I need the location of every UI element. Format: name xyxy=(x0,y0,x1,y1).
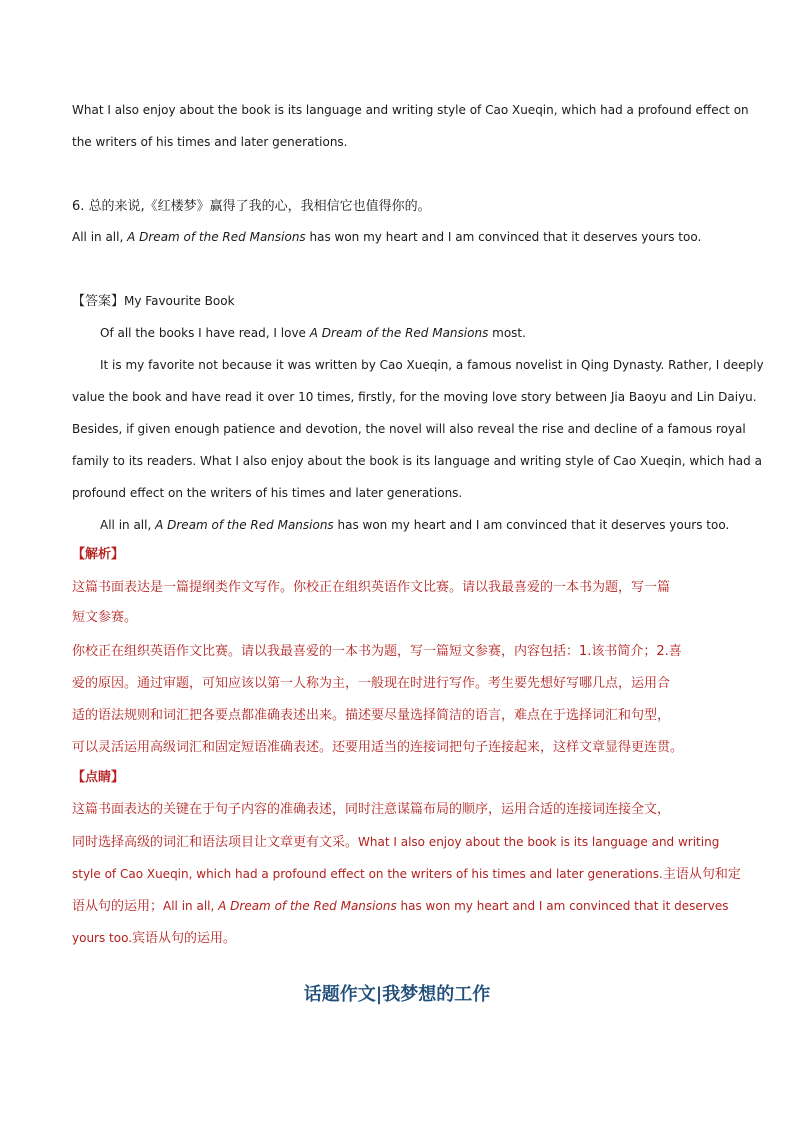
section-title: 话题作文|我梦想的工作 xyxy=(303,984,491,1005)
paragraph-line: What I also enjoy about the book is its language and writing style of Cao Xueqin, which had a profound effect on xyxy=(72,103,749,117)
highlight-label: 【点睛】 xyxy=(72,770,125,785)
analysis-line: 这篇书面表达是一篇提纲类作文写作。你校正在组织英语作文比赛。请以我最喜爱的一本书为题，写一篇 xyxy=(72,580,671,595)
essay-paragraph-2-line: profound effect on the writers of his times and later generations. xyxy=(72,486,463,500)
answer-heading xyxy=(72,293,722,311)
book-title: A Dream of the Red Mansions xyxy=(309,326,489,340)
analysis-line: 适的语法规则和词汇把各要点都准确表述出来。描述要尽量选择简洁的语言，难点在于选择词汇和句型， xyxy=(72,708,671,723)
essay-paragraph-3: All in all, A Dream of the Red Mansions has won my heart and I am convinced that it deserves yours too. xyxy=(100,518,730,532)
analysis-line: 爱的原因。通过审题，可知应该以第一人称为主，一般现在时进行写作。考生要先想好写哪几点，运用合 xyxy=(72,676,671,691)
highlight-line: style of Cao Xueqin, which had a profound effect on the writers of his times and later generations.主语从句和定 xyxy=(72,867,741,882)
highlight-line: 语从句的运用；All in all, A Dream of the Red Mansions has won my heart and I am convinced that it deserves xyxy=(72,899,729,914)
essay-title: My Favourite Book xyxy=(124,294,235,308)
highlight-line: yours too.宾语从句的运用。 xyxy=(72,931,237,946)
question-6-english: All in all, A Dream of the Red Mansions has won my heart and I am convinced that it deserves yours too. xyxy=(72,230,702,244)
essay-paragraph-1: Of all the books I have read, I love A Dream of the Red Mansions most. xyxy=(100,326,526,340)
question-6-chinese: 6. 总的来说,《红楼梦》赢得了我的心，我相信它也值得你的。 xyxy=(72,199,431,214)
essay-paragraph-2-line: family to its readers. What I also enjoy about the book is its language and writing style of Cao Xueqin, which had a xyxy=(72,454,762,468)
paragraph-line: the writers of his times and later generations. xyxy=(72,135,348,149)
analysis-line: 可以灵活运用高级词汇和固定短语准确表述。还要用适当的连接词把句子连接起来，这样文章显得更连贯。 xyxy=(72,740,684,755)
highlight-line: 这篇书面表达的关键在于句子内容的准确表述，同时注意谋篇布局的顺序，运用合适的连接词连接全文， xyxy=(72,802,671,817)
highlight-line: 同时选择高级的词汇和语法项目让文章更有文采。What I also enjoy about the book is its language and writing xyxy=(72,835,720,850)
essay-paragraph-2-line: Besides, if given enough patience and devotion, the novel will also reveal the rise and decline of a famous royal xyxy=(72,422,746,436)
answer-label: 【答案】 xyxy=(72,294,125,309)
essay-paragraph-2-line: value the book and have read it over 10 times, firstly, for the moving love story between Jia Baoyu and Lin Daiyu. xyxy=(72,390,757,404)
analysis-line: 你校正在组织英语作文比赛。请以我最喜爱的一本书为题，写一篇短文参赛，内容包括：1.该书简介；2.喜 xyxy=(72,644,682,659)
book-title: A Dream of the Red Mansions xyxy=(155,518,334,532)
essay-paragraph-2-line: It is my favorite not because it was written by Cao Xueqin, a famous novelist in Qing Dynasty. Rather, I deeply xyxy=(100,358,764,372)
analysis-label: 【解析】 xyxy=(72,547,125,562)
analysis-line: 短文参赛。 xyxy=(72,610,138,625)
book-title: A Dream of the Red Mansions xyxy=(127,230,306,244)
book-title: A Dream of the Red Mansions xyxy=(218,899,397,913)
